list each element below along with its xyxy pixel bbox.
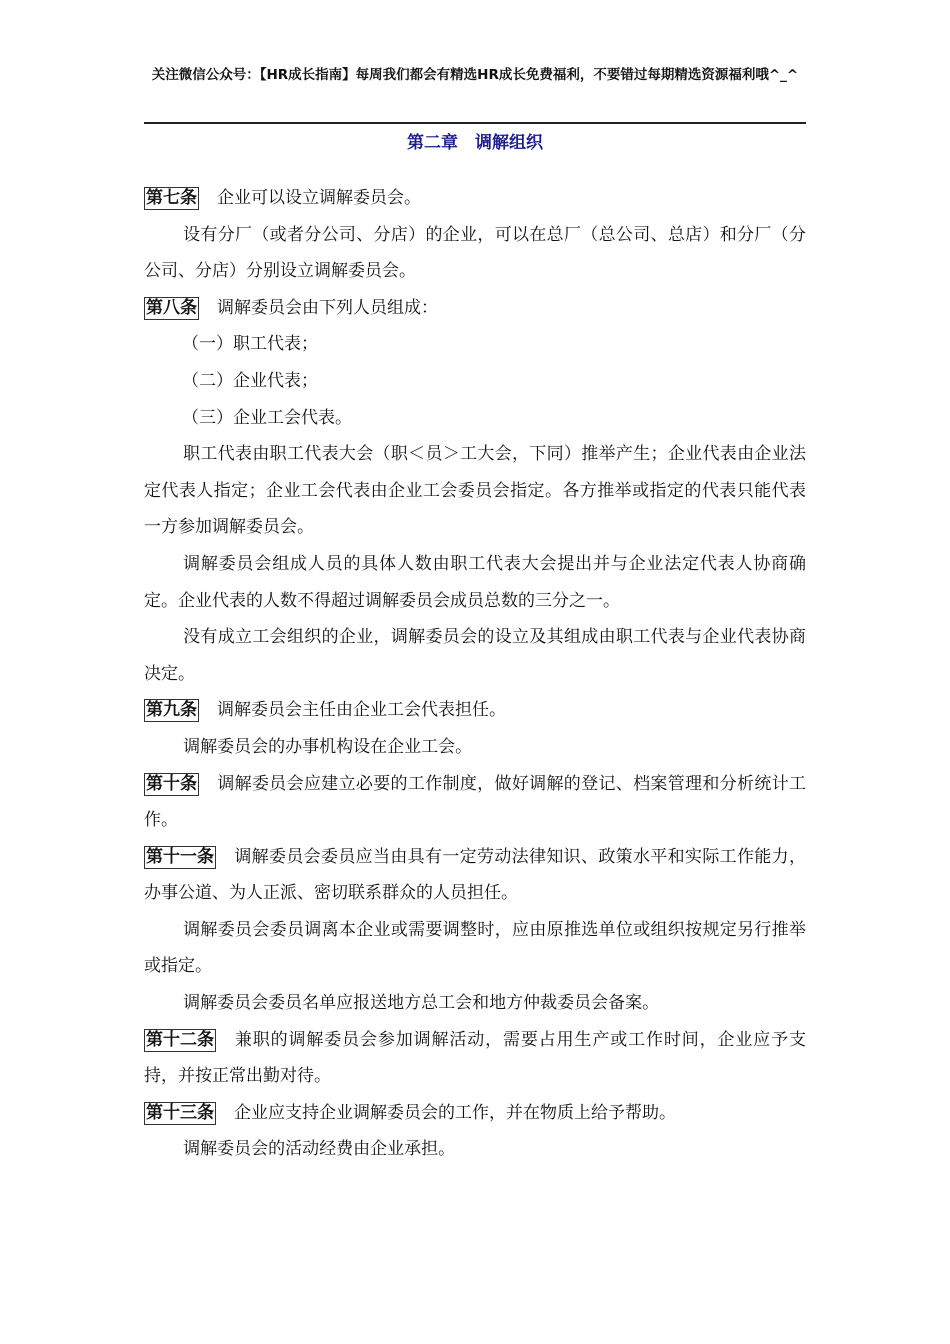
paragraph: 调解委员会组成人员的具体人数由职工代表大会提出并与企业法定代表人协商确定。企业代表的人数不得超过调解委员会成员总数的三分之一。	[144, 553, 806, 611]
article-text: 企业可以设立调解委员会。	[217, 188, 421, 208]
article-8	[144, 290, 806, 327]
header-notice: 关注微信公众号：【HR成长指南】每周我们都会有精选HR成长免费福利，不要错过每期精选资源福利哦^_^	[151, 67, 799, 83]
paragraph: 调解委员会委员调离本企业或需要调整时，应由原推选单位或组织按规定另行推举或指定。	[144, 919, 806, 977]
article-label: 第七条	[146, 188, 197, 208]
paragraph: 职工代表由职工代表大会（职＜员＞工大会，下同）推举产生；企业代表由企业法定代表人指定；企业工会代表由企业工会委员会指定。各方推举或指定的代表只能代表一方参加调解委员会。	[144, 444, 806, 538]
paragraph: 调解委员会委员名单应报送地方总工会和地方仲裁委员会备案。	[183, 993, 660, 1014]
article-label: 第十二条	[146, 1029, 214, 1050]
list-item: （三）企业工会代表。	[182, 407, 352, 428]
article-13	[144, 1095, 806, 1132]
header-divider	[144, 122, 806, 124]
paragraph: 设有分厂（或者分公司、分店）的企业，可以在总厂（总公司、总店）和分厂（分公司、分店）分别设立调解委员会。	[144, 224, 806, 282]
article-text: 调解委员会委员应当由具有一定劳动法律知识、政策水平和实际工作能力，办事公道、为人正派、密切联系群众的人员担任。	[144, 846, 806, 904]
paragraph: 没有成立工会组织的企业，调解委员会的设立及其组成由职工代表与企业代表协商决定。	[144, 627, 806, 684]
article-text: 企业应支持企业调解委员会的工作，并在物质上给予帮助。	[234, 1102, 676, 1123]
document-body	[144, 180, 806, 1168]
chapter-title: 第二章 调解组织	[407, 133, 543, 153]
list-item: （一）职工代表；	[182, 334, 318, 355]
article-label: 第八条	[146, 297, 197, 318]
article-label: 第十条	[146, 773, 197, 794]
article-9	[144, 692, 806, 729]
article-10	[144, 766, 806, 839]
article-text: 调解委员会主任由企业工会代表担任。	[217, 700, 506, 721]
paragraph: 调解委员会的活动经费由企业承担。	[183, 1139, 456, 1160]
article-label: 第十三条	[146, 1102, 214, 1123]
article-text: 调解委员会由下列人员组成：	[217, 297, 438, 318]
article-12	[144, 1022, 806, 1095]
article-text: 兼职的调解委员会参加调解活动，需要占用生产或工作时间，企业应予支持，并按正常出勤对待。	[144, 1029, 806, 1087]
article-text: 调解委员会应建立必要的工作制度，做好调解的登记、档案管理和分析统计工作。	[144, 773, 806, 831]
paragraph: 调解委员会的办事机构设在企业工会。	[183, 736, 473, 757]
article-label: 第十一条	[146, 846, 214, 867]
article-label: 第九条	[146, 700, 197, 721]
article-7	[144, 180, 806, 217]
list-item: （二）企业代表；	[182, 370, 318, 391]
article-11	[144, 839, 806, 912]
